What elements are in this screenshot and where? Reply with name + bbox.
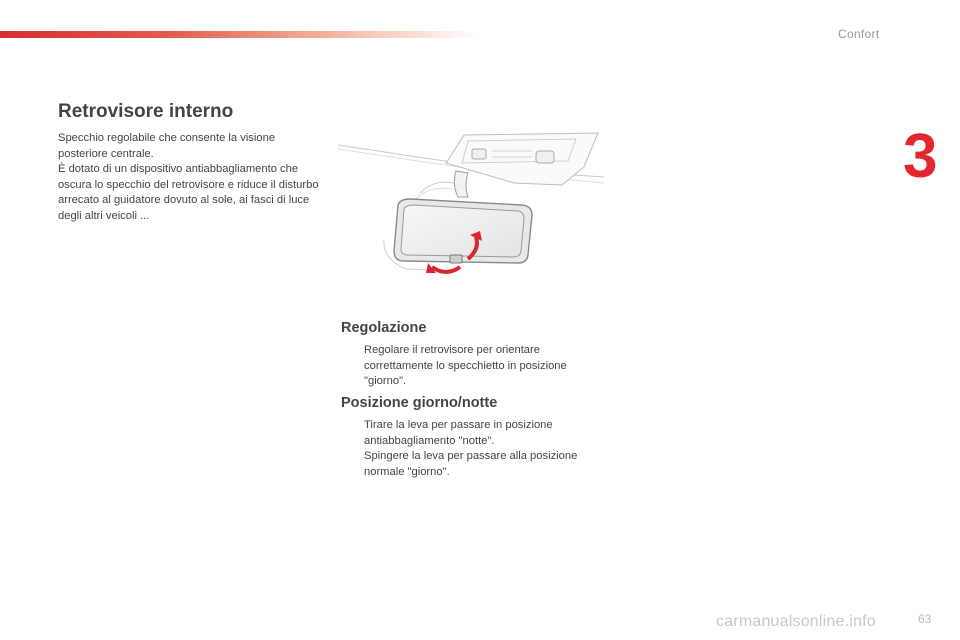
header-accent-bar <box>0 31 480 38</box>
list-item-text: Tirare la leva per passare in posizione antiabbagliamento "notte". <box>364 419 553 447</box>
adjustment-title: Regolazione <box>341 320 427 336</box>
adjustment-list <box>341 343 611 390</box>
day-night-list <box>341 418 611 480</box>
rearview-mirror-icon <box>336 127 606 277</box>
section-intro <box>58 131 320 224</box>
intro-line: Specchio regolabile che consente la visione posteriore centrale. <box>58 132 276 160</box>
list-item-text: Spingere la leva per passare alla posizione normale "giorno". <box>364 450 578 478</box>
chapter-number: 3 <box>903 122 938 191</box>
day-night-title: Posizione giorno/notte <box>341 395 498 411</box>
list-item-text: Regolare il retrovisore per orientare correttamente lo specchietto in posizione "giorno". <box>364 344 567 387</box>
intro-line: È dotato di un dispositivo antiabbagliamento che oscura lo specchio del retrovisore e riduce il disturbo arrecato al guidatore dovuto al sole, ai fasci di luce degli altri veicoli ... <box>58 163 319 222</box>
list-item <box>341 449 611 480</box>
page-number: 63 <box>918 612 932 626</box>
list-item <box>341 343 611 390</box>
chapter-title: Confort <box>838 27 880 41</box>
watermark: carmanualsonline.info <box>716 613 876 630</box>
list-item <box>341 418 611 449</box>
rearview-mirror-illustration <box>336 127 606 277</box>
section-title: Retrovisore interno <box>58 101 234 122</box>
